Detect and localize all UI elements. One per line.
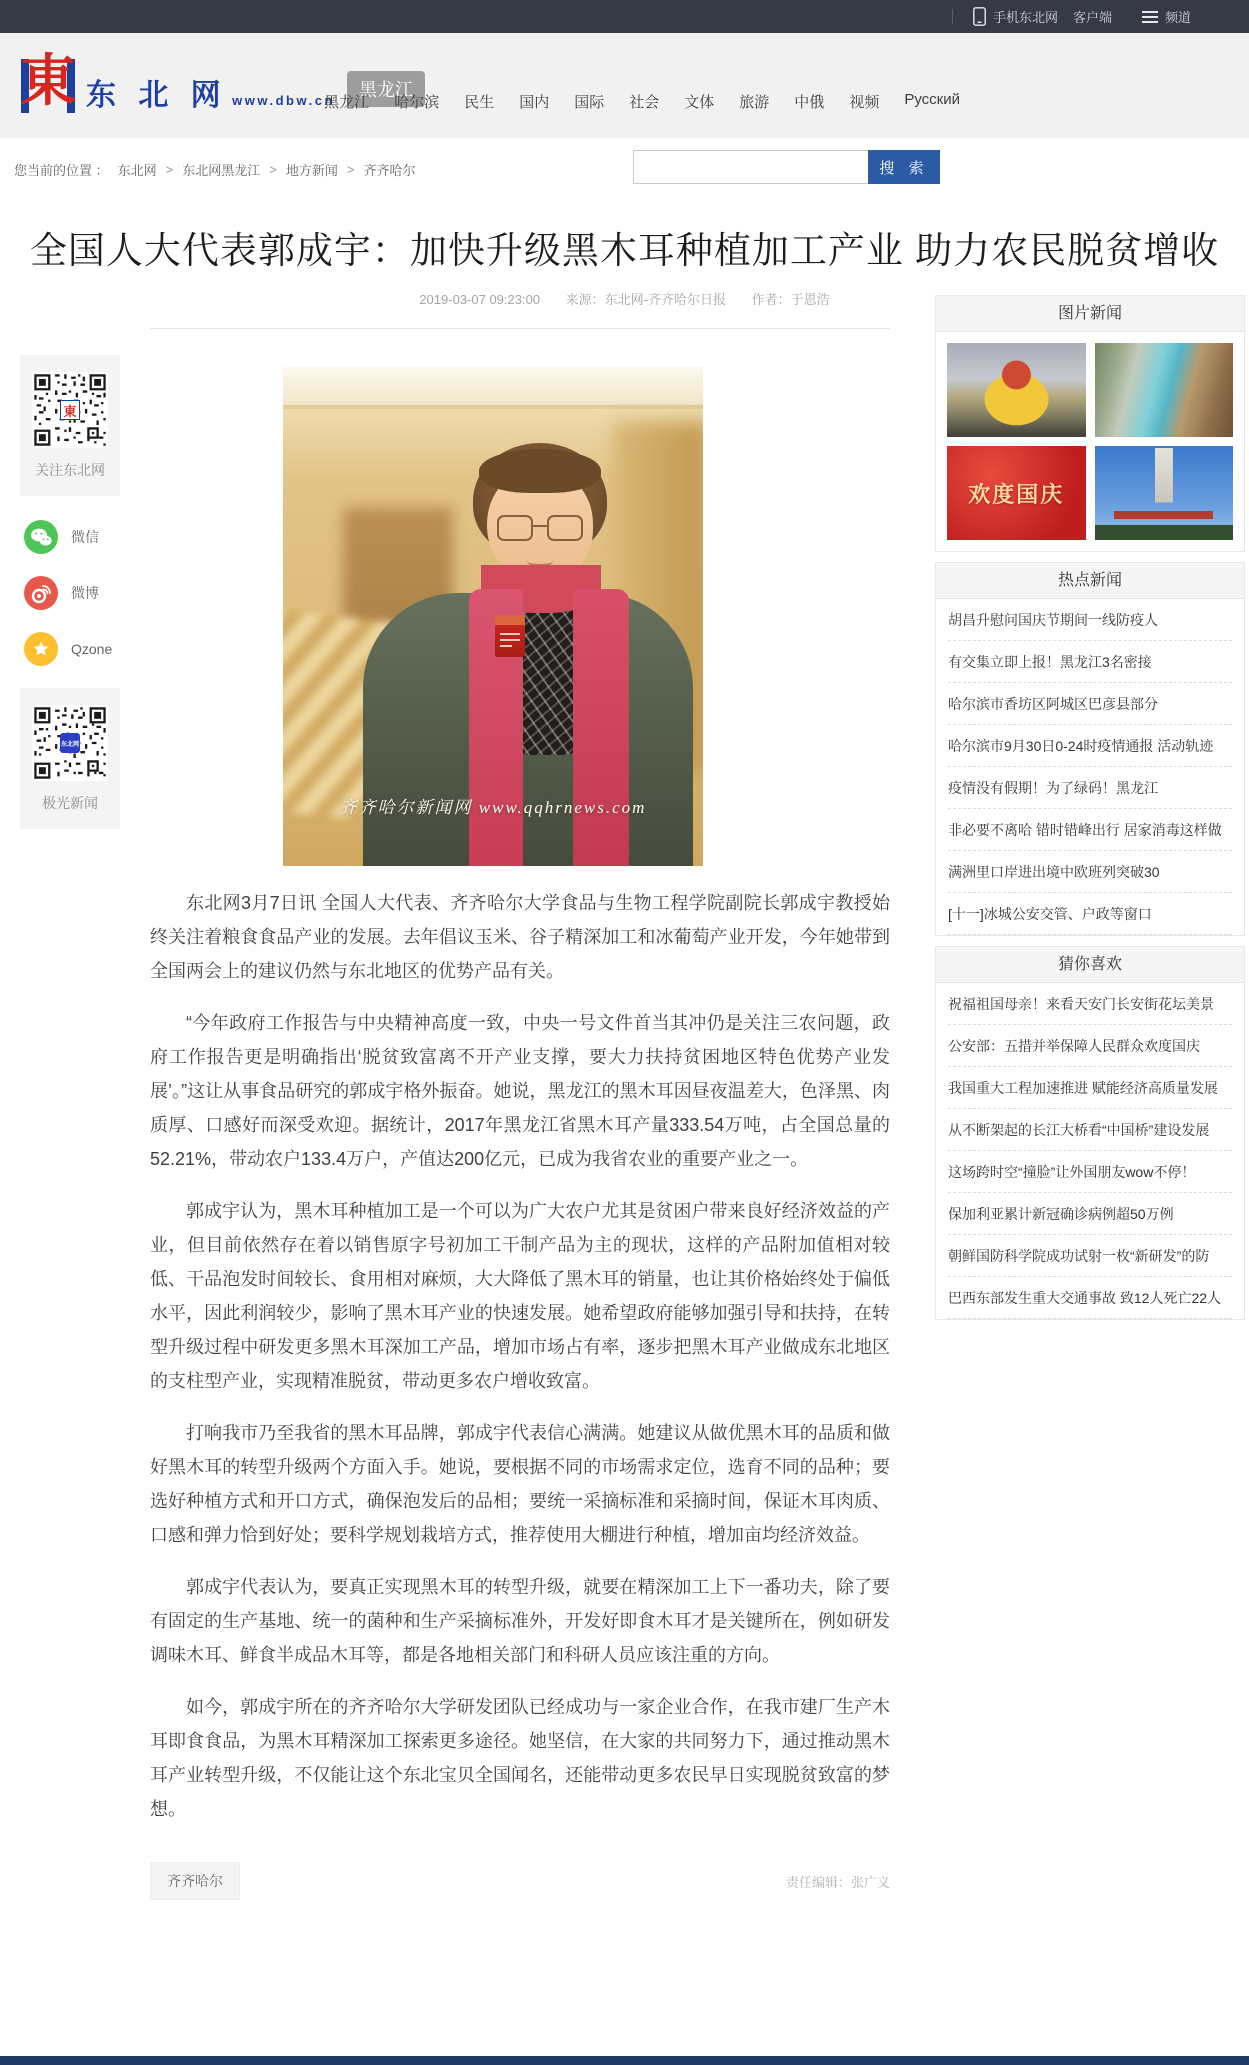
jiguang-qr-label: 极光新闻 (42, 795, 98, 811)
breadcrumb-separator: > (346, 162, 355, 177)
article-photo (283, 367, 703, 866)
site-url: www.dbw.cn (232, 93, 335, 108)
article-header (0, 196, 1249, 308)
dbw-logo-icon: 東 (20, 51, 76, 113)
recommend-item[interactable]: 从不断架起的长江大桥看“中国桥”建设发展 (948, 1109, 1232, 1151)
thumb-monument[interactable] (1095, 446, 1234, 540)
hot-news-item[interactable]: 满洲里口岸进出境中欧班列突破30 (948, 851, 1232, 893)
breadcrumb-label: 您当前的位置 ： (14, 163, 109, 178)
hot-news-item[interactable]: 有交集立即上报！黑龙江3名密接 (948, 641, 1232, 683)
recommend-item[interactable]: 公安部：五措并举保障人民群众欢度国庆 (948, 1025, 1232, 1067)
article-paragraph: 郭成宇认为，黑木耳种植加工是一个可以为广大农户尤其是贫困户带来良好经济效益的产业，但目前依然存在着以销售原字号初加工干制产品为主的现状，这样的产品附加值相对较低、干品泡发时间较长、食用相对麻烦，大大降低了黑木耳的销量，也让其价格始终处于偏低水平，因此利润较少，影响了黑木耳产业的快速发展。她希望政府能够加强引导和扶持，在转型升级过程中研发更多黑木耳深加工产品，增加市场占有率，逐步把黑木耳产业做成东北地区的支柱型产业，实现精准脱贫，带动更多农户增收致富。 (150, 1201, 890, 1391)
wechat-icon (24, 520, 58, 554)
article-paragraph: 打响我市乃至我省的黑木耳品牌，郭成宇代表信心满满。她建议从做优黑木耳的品质和做好黑木耳的转型升级两个方面入手。她说，要根据不同的市场需求定位，选育不同的品种；要选好种植方式和开口方式，确保泡发后的品相；要统一采摘标准和采摘时间，保证木耳肉质、口感和弹力恰到好处；要科学规划栽培方式，推荐使用大棚进行种植，增加亩均经济效益。 (150, 1423, 890, 1545)
page-title: 全国人大代表郭成宇：加快升级黑木耳种植加工产业 助力农民脱贫增收 (29, 230, 1220, 271)
recommend-item[interactable]: 我国重大工程加速推进 赋能经济高质量发展 (948, 1067, 1232, 1109)
recommend-item[interactable]: 祝福祖国母亲！来看天安门长安街花坛美景 (948, 983, 1232, 1025)
article-paragraph: 郭成宇代表认为，要真正实现黑木耳的转型升级，就要在精深加工上下一番功夫，除了要有固定的生产基地、统一的菌种和生产采摘标准外，开发好即食木耳才是关键所在，例如研发调味木耳、鲜食半成品木耳等，都是各地相关部门和科研人员应该注重的方向。 (150, 1577, 890, 1665)
recommend-item[interactable]: 这场跨时空“撞脸”让外国朋友wow不停！ (948, 1151, 1232, 1193)
nav-item-heilongjiang[interactable]: 黑龙江 (324, 94, 370, 111)
breadcrumb-home[interactable]: 东北网 (117, 163, 157, 178)
follow-qr-label: 关注东北网 (35, 462, 105, 478)
mobile-site-link[interactable] (973, 7, 1112, 26)
nav-item-international[interactable]: 国际 (574, 94, 605, 111)
client-link[interactable]: 客户端 (1072, 10, 1112, 25)
channel-label: 频道 (1164, 10, 1191, 25)
hot-news-list (936, 599, 1244, 935)
hamburger-icon (1142, 11, 1158, 23)
thumb-river-canyon[interactable] (1095, 343, 1234, 437)
breadcrumb-row (0, 138, 1249, 196)
photo-watermark: 齐齐哈尔新闻网 www.qqhrnews.com (339, 798, 647, 817)
hot-news-item[interactable]: 非必要不离哈 错时错峰出行 居家消毒这样做 (948, 809, 1232, 851)
hot-news-box (935, 562, 1245, 936)
phone-icon (973, 7, 986, 26)
breadcrumb-qiqihar[interactable]: 齐齐哈尔 (363, 163, 416, 178)
hot-news-title: 热点新闻 (936, 563, 1244, 599)
breadcrumb (14, 160, 415, 179)
recommend-list (936, 983, 1244, 1319)
site-name: 东 北 网 (86, 79, 228, 112)
nav-item-culture-sports[interactable]: 文体 (684, 94, 715, 111)
article-footer (150, 1862, 890, 1900)
photo-scarf-right-band (573, 589, 629, 866)
qzone-label: Qzone (71, 641, 113, 657)
footer-band (0, 2056, 1249, 2065)
site-search (633, 150, 940, 184)
share-qzone-button[interactable] (24, 632, 120, 666)
right-sidebar (935, 295, 1245, 1330)
share-wechat-button[interactable] (24, 520, 120, 554)
nav-item-russian[interactable]: Русский (904, 91, 960, 108)
recommend-box (935, 946, 1245, 1320)
nav-item-society[interactable]: 社会 (629, 94, 660, 111)
qzone-icon (24, 632, 58, 666)
weibo-label: 微博 (71, 585, 99, 601)
editor-credit: 责任编辑：张广义 (785, 1874, 890, 1890)
recommend-item[interactable]: 保加利亚累计新冠确诊病例超50万例 (948, 1193, 1232, 1235)
breadcrumb-local-news[interactable]: 地方新闻 (285, 163, 338, 178)
share-weibo-button[interactable] (24, 576, 120, 610)
nav-item-domestic[interactable]: 国内 (519, 94, 550, 111)
wechat-label: 微信 (71, 529, 99, 545)
publish-date: 2019-03-07 09:23:00 (419, 292, 541, 307)
recommend-item[interactable]: 朝鲜国防科学院成功试射一枚“新研发”的防 (948, 1235, 1232, 1277)
photo-ceiling (283, 367, 703, 409)
hot-news-item[interactable]: [十一]冰城公安交管、户政等窗口 (948, 893, 1232, 935)
photo-glasses-right (547, 515, 583, 541)
photo-glasses-left (497, 515, 533, 541)
region-badge: 黑龙江 (347, 71, 425, 107)
channel-menu[interactable] (1142, 7, 1191, 26)
article-source: 来源：东北网-齐齐哈尔日报 (565, 292, 727, 307)
article-paragraph: “今年政府工作报告与中央精神高度一致，中央一号文件首当其冲仍是关注三农问题，政府工作报告更是明确指出‘脱贫致富离不开产业支撑，要大力扶持贫困地区特色优势产业发展’。”这让从事食品研究的郭成宇格外振奋。她说，黑龙江的黑木耳因昼夜温差大，色泽黑、肉质厚、口感好而深受欢迎。据统计，2017年黑龙江省黑木耳产量333.54万吨，占全国总量的52.21%，带动农户133.4万户，产值达200亿元，已成为我省农业的重要产业之一。 (150, 1013, 890, 1169)
nav-item-minsheng[interactable]: 民生 (464, 94, 495, 111)
photo-news-grid (936, 332, 1244, 551)
hot-news-item[interactable]: 胡昌升慰问国庆节期间一线防疫人 (948, 599, 1232, 641)
photo-person-bangs (479, 449, 601, 493)
tag-qiqihar[interactable]: 齐齐哈尔 (150, 1862, 240, 1900)
breadcrumb-heilongjiang[interactable]: 东北网黑龙江 (182, 163, 261, 178)
weibo-icon (24, 576, 58, 610)
breadcrumb-separator: > (165, 162, 174, 177)
photo-news-box (935, 295, 1245, 552)
article-paragraph: 东北网3月7日讯 全国人大代表、齐齐哈尔大学食品与生物工程学院副院长郭成宇教授始终关注着粮食食品产业的发展。去年倡议玉米、谷子精深加工和冰葡萄产业开发，今年她带到全国两会上的建议仍然与东北地区的优势产品有关。 (150, 893, 890, 981)
logo-text (86, 81, 335, 115)
hot-news-item[interactable]: 疫情没有假期！为了绿码！黑龙江 (948, 767, 1232, 809)
hot-news-item[interactable]: 哈尔滨市香坊区阿城区巴彦县部分 (948, 683, 1232, 725)
recommend-title: 猜你喜欢 (936, 947, 1244, 983)
jiguang-qr-card (20, 688, 120, 829)
photo-news-title: 图片新闻 (936, 296, 1244, 332)
hot-news-item[interactable]: 哈尔滨市9月30日0-24时疫情通报 活动轨迹 (948, 725, 1232, 767)
nav-item-video[interactable]: 视频 (849, 94, 880, 111)
main-nav (324, 91, 960, 112)
nav-item-china-russia[interactable]: 中俄 (794, 94, 825, 111)
share-buttons (20, 520, 120, 666)
meta-divider (150, 328, 890, 329)
site-header (0, 33, 1249, 138)
qr-center-logo: 東 (60, 400, 80, 420)
share-rail (20, 355, 120, 829)
photo-glasses-bridge (531, 525, 549, 527)
nav-item-harbin[interactable]: 哈尔滨 (394, 94, 440, 111)
jiguang-qr-code (32, 705, 108, 781)
topbar-divider (952, 9, 953, 24)
follow-qr-card (20, 355, 120, 496)
thumb-national-day-banner[interactable]: 欢度国庆 (947, 446, 1086, 540)
search-button[interactable]: 搜 索 (868, 150, 940, 184)
photo-delegate-badge (495, 615, 525, 657)
mobile-site-label: 手机东北网 (992, 10, 1058, 25)
article-paragraph: 如今，郭成宇所在的齐齐哈尔大学研发团队已经成功与一家企业合作，在我市建厂生产木耳即食食品，为黑木耳精深加工探索更多途径。她坚信，在大家的共同努力下，通过推动黑木耳产业转型升级，不仅能让这个东北宝贝全国闻名，还能带动更多农民早日实现脱贫致富的梦想。 (150, 1697, 890, 1819)
article-body (150, 308, 890, 1900)
thumb-flower-basket[interactable] (947, 343, 1086, 437)
main-content (0, 305, 1249, 1900)
top-utility-bar (0, 0, 1249, 33)
qr-center-logo: 东北网 (60, 733, 80, 753)
follow-qr-code (32, 372, 108, 448)
recommend-item[interactable]: 巴西东部发生重大交通事故 致12人死亡22人 (948, 1277, 1232, 1319)
article-author: 作者：于恩浩 (751, 292, 830, 307)
search-input[interactable] (633, 150, 868, 184)
breadcrumb-separator: > (269, 162, 277, 177)
nav-item-travel[interactable]: 旅游 (739, 94, 770, 111)
